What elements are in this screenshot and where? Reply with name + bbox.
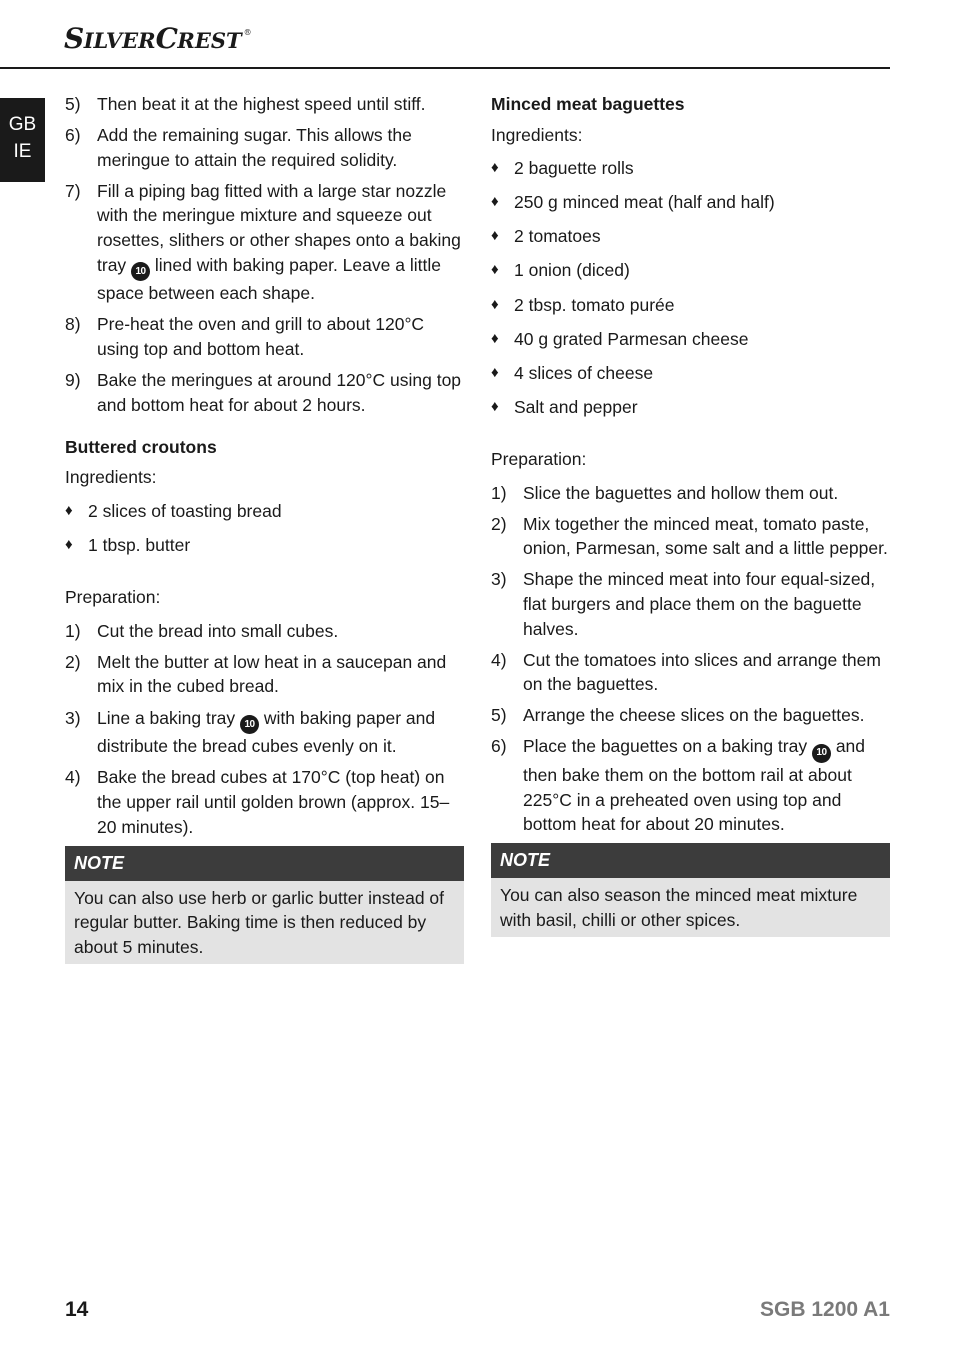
bullet-icon: ♦	[491, 295, 499, 313]
bullet-icon: ♦	[491, 159, 499, 177]
model-number: SGB 1200 A1	[760, 1298, 890, 1321]
ingredients-label: Ingredients:	[65, 467, 157, 488]
section-title-baguettes: Minced meat baguettes	[491, 94, 685, 114]
list-item: 3) Line a baking tray 10 with baking paper and distribute the bread cubes evenly on it.	[65, 707, 436, 757]
section-title-croutons: Buttered croutons	[65, 436, 217, 457]
brand-logo: SILVERCREST ®	[64, 22, 252, 55]
list-item: 2) Melt the butter at low heat in a saucepan and mix in the cubed bread.	[65, 651, 447, 697]
baguettes-ingredients-list	[491, 156, 891, 419]
list-item: ♦ 40 g grated Parmesan cheese	[491, 327, 891, 352]
croutons-steps-list	[65, 619, 465, 839]
list-item: 3) Shape the minced meat into four equal-sized, flat burgers and place them on the baguette halves.	[491, 569, 876, 639]
bullet-icon: ♦	[65, 502, 73, 520]
list-item: 4) Bake the bread cubes at 170°C (top heat) on the upper rail until golden brown (approx. 15–20 minutes).	[65, 767, 450, 837]
bullet-icon: ♦	[491, 363, 499, 381]
list-item: ♦ 2 slices of toasting bread	[65, 499, 465, 524]
bullet-icon: ♦	[491, 397, 499, 415]
bullet-icon: ♦	[65, 536, 73, 554]
list-item: ♦ 1 tbsp. butter	[65, 533, 465, 558]
list-item: 7) Fill a piping bag fitted with a large star nozzle with the meringue mixture and squeeze out rosettes, slithers or other shapes onto a baking tray 10 lined with baking paper. Leave a little space between each shape.	[65, 180, 461, 304]
preparation-label: Preparation:	[491, 448, 587, 469]
language-code-ie: IE	[13, 141, 32, 162]
croutons-ingredients-list	[65, 499, 465, 558]
bullet-icon: ♦	[491, 193, 499, 211]
list-item: ♦ 2 tomatoes	[491, 224, 891, 249]
meringue-steps-list	[65, 92, 465, 417]
list-item: ♦ 2 tbsp. tomato purée	[491, 293, 891, 318]
list-item: ♦ 1 onion (diced)	[491, 258, 891, 283]
language-tab	[0, 98, 45, 182]
page-number: 14	[65, 1298, 89, 1321]
baking-tray-ref-icon: 10	[240, 715, 259, 734]
header-rule	[0, 67, 890, 69]
list-item: 6) Place the baguettes on a baking tray 10 and then bake them on the bottom rail at about 225°C in a preheated oven using top and bottom heat for about 20 minutes.	[491, 736, 866, 835]
list-item: 5) Arrange the cheese slices on the baguettes.	[491, 705, 865, 726]
note-title: NOTE	[491, 843, 890, 878]
bullet-icon: ♦	[491, 227, 499, 245]
list-item: 6) Add the remaining sugar. This allows the meringue to attain the required solidity.	[65, 125, 412, 170]
left-column	[65, 92, 465, 964]
language-code-gb: GB	[8, 114, 37, 135]
baguettes-steps-list	[491, 481, 891, 837]
list-item: ♦ 250 g minced meat (half and half)	[491, 190, 891, 215]
list-item: ♦ Salt and pepper	[491, 395, 891, 420]
list-item: 5) Then beat it at the highest speed until stiff.	[65, 94, 426, 114]
bullet-icon: ♦	[491, 329, 499, 347]
preparation-label: Preparation:	[65, 587, 161, 608]
list-item: 1) Slice the baguettes and hollow them out.	[491, 482, 839, 503]
list-item: 9) Bake the meringues at around 120°C using top and bottom heat for about 2 hours.	[65, 370, 462, 415]
list-item: ♦ 4 slices of cheese	[491, 361, 891, 386]
list-item: 1) Cut the bread into small cubes.	[65, 620, 339, 641]
list-item: 8) Pre-heat the oven and grill to about 120°C using top and bottom heat.	[65, 314, 425, 360]
bullet-icon: ♦	[491, 261, 499, 279]
note-title: NOTE	[65, 846, 464, 881]
list-item: 4) Cut the tomatoes into slices and arrange them on the baguettes.	[491, 649, 881, 695]
ingredients-label: Ingredients:	[491, 124, 583, 145]
note-box-baguettes	[491, 843, 890, 936]
baking-tray-ref-icon: 10	[131, 262, 150, 281]
baking-tray-ref-icon: 10	[812, 744, 831, 763]
right-column	[491, 92, 891, 937]
note-box-croutons	[65, 846, 464, 964]
note-text: You can also use herb or garlic butter instead of regular butter. Baking time is then reduced by about 5 minutes.	[65, 881, 464, 964]
note-text: You can also season the minced meat mixture with basil, chilli or other spices.	[491, 878, 890, 936]
list-item: 2) Mix together the minced meat, tomato paste, onion, Parmesan, some salt and a little pepper.	[491, 513, 888, 559]
list-item: ♦ 2 baguette rolls	[491, 156, 891, 181]
